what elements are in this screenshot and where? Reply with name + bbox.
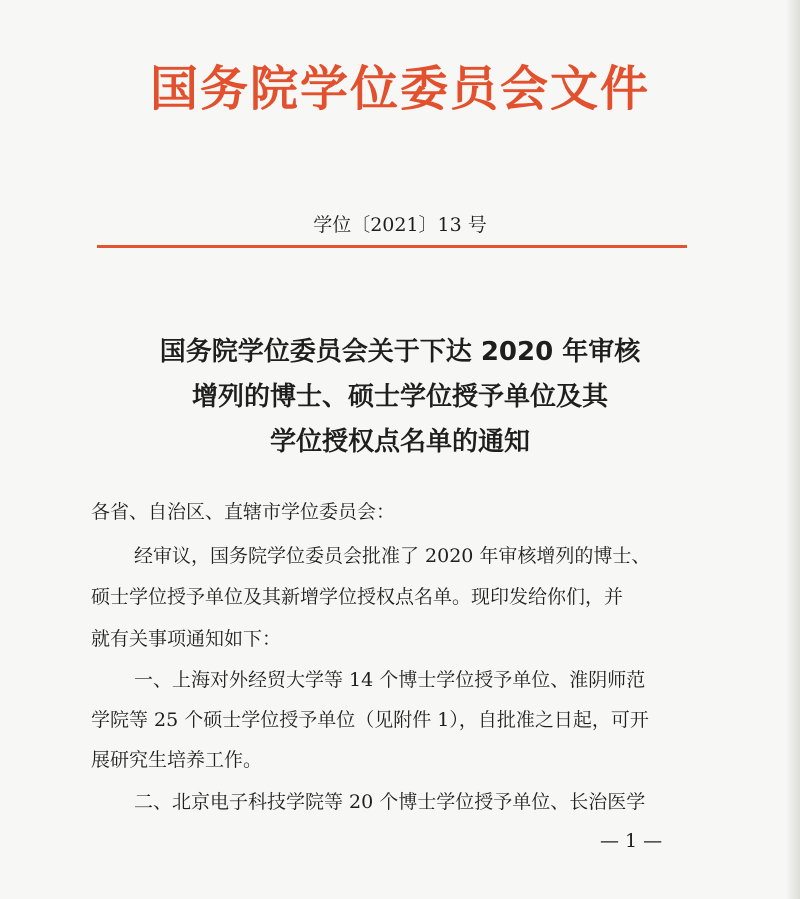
body-line: 经审议，国务院学位委员会批准了 2020 年审核增列的博士、 bbox=[134, 545, 651, 567]
header-divider bbox=[97, 245, 687, 248]
title-line-2: 增列的博士、硕士学位授予单位及其 bbox=[191, 382, 608, 412]
document-number: 学位〔2021〕13 号 bbox=[313, 214, 487, 236]
issuer-header: 国务院学位委员会文件 bbox=[149, 61, 650, 117]
body-line: 学院等 25 个硕士学位授予单位（见附件 1），自批准之日起，可开 bbox=[91, 709, 649, 731]
body-line: 硕士学位授予单位及其新增学位授权点名单。现印发给你们，并 bbox=[91, 586, 624, 608]
body-line: 展研究生培养工作。 bbox=[91, 749, 263, 771]
body-line: 一、上海对外经贸大学等 14 个博士学位授予单位、淮阴师范 bbox=[134, 669, 646, 691]
body-line: 二、北京电子科技学院等 20 个博士学位授予单位、长治医学 bbox=[134, 791, 646, 813]
title-line-1: 国务院学位委员会关于下达 2020 年审核 bbox=[159, 337, 641, 367]
title-line-3: 学位授权点名单的通知 bbox=[269, 427, 530, 457]
salutation: 各省、自治区、直辖市学位委员会： bbox=[91, 501, 396, 523]
body-line: 就有关事项通知如下： bbox=[91, 628, 282, 650]
page-number: — 1 — bbox=[600, 830, 663, 852]
